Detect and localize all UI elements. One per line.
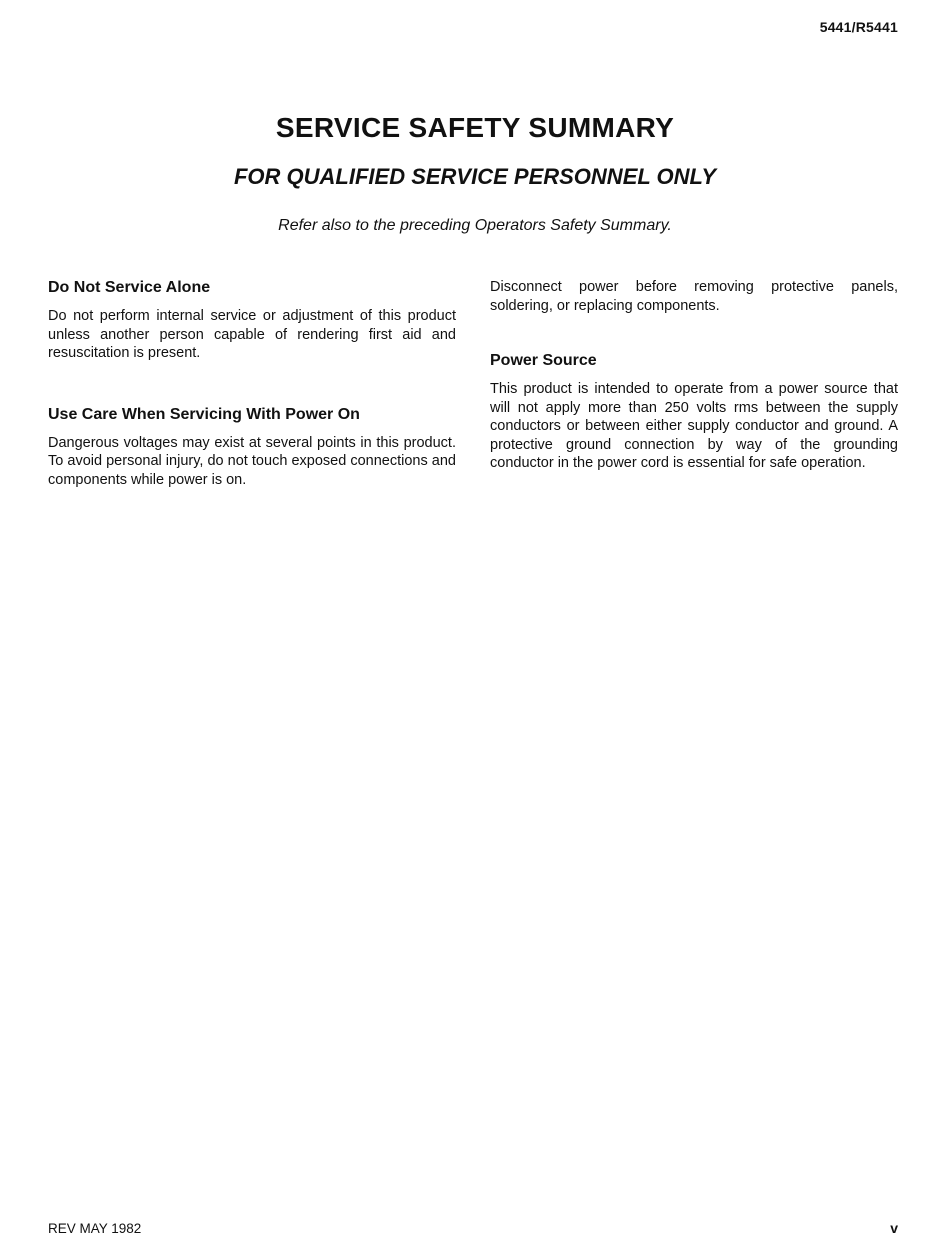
page-number: v [890, 1220, 898, 1236]
left-column [48, 278, 456, 489]
section-power-source [490, 351, 898, 473]
section-heading: Do Not Service Alone [48, 279, 211, 296]
section-heading: Power Source [490, 352, 597, 369]
right-column [490, 278, 898, 473]
section-use-care-power-on [48, 405, 456, 490]
section-do-not-service-alone [48, 278, 456, 363]
section-body: Disconnect power before removing protective panels, soldering, or replacing components. [490, 279, 898, 314]
page-title: SERVICE SAFETY SUMMARY [275, 112, 675, 143]
refer-note: Refer also to the preceding Operators Safety Summary. [278, 217, 672, 234]
section-body: Do not perform internal service or adjustment of this product unless another person capable of rendering first aid and resuscitation is present. [48, 308, 456, 361]
section-disconnect-power [490, 278, 898, 315]
section-heading: Use Care When Servicing With Power On [48, 405, 360, 423]
section-body: This product is intended to operate from a power source that will not apply more than 250 volts rms between the supply conductors or between either supply conductor and ground. A protective ground connection by way of the grounding conductor in the power cord is essential for safe operation. [490, 381, 898, 471]
page-subtitle: FOR QUALIFIED SERVICE PERSONNEL ONLY [233, 164, 716, 189]
revision-date: REV MAY 1982 [48, 1221, 142, 1236]
section-body: Dangerous voltages may exist at several points in this product. To avoid personal injury, do not touch exposed connections and components while power is on. [48, 434, 456, 488]
model-id: 5441/R5441 [819, 19, 898, 35]
